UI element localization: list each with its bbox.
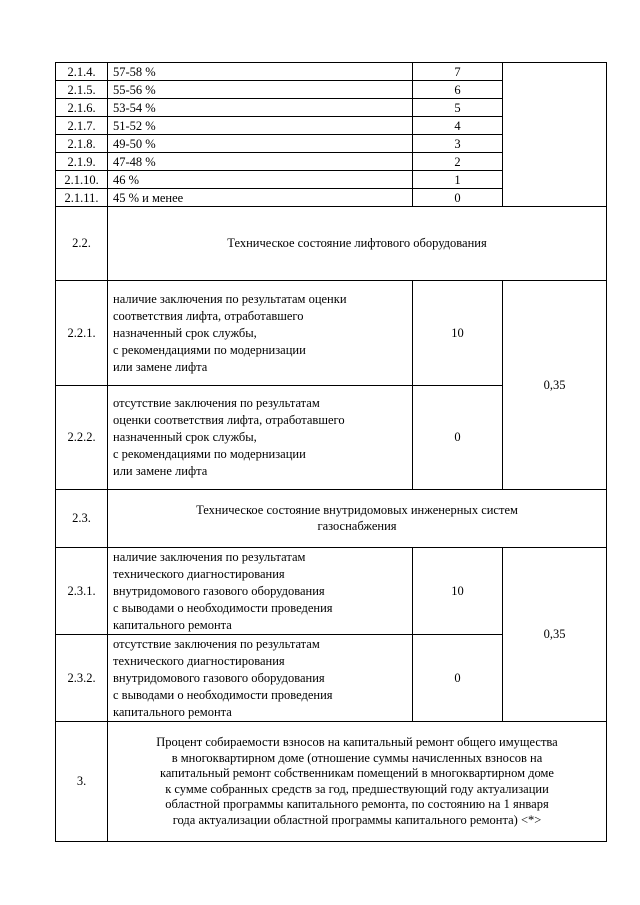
table-row [56, 63, 607, 81]
section-row [56, 722, 607, 842]
row-number: 2.1.10. [56, 171, 108, 189]
row-label [108, 386, 413, 490]
description-line: областной программы капитального ремонта, по состоянию на 1 января [165, 797, 549, 811]
weight-value: 0,35 [503, 281, 607, 490]
row-label [108, 281, 413, 386]
table-row [56, 548, 607, 635]
label-line: технического диагностирования [113, 566, 285, 581]
row-number: 2.2.2. [56, 386, 108, 490]
label-line: наличие заключения по результатам оценки [113, 291, 347, 306]
row-score: 4 [413, 117, 503, 135]
label-line: наличие заключения по результатам [113, 549, 306, 564]
row-score: 0 [413, 386, 503, 490]
section-row [56, 490, 607, 548]
description-line: к сумме собранных средств за год, предшествующий году актуализации [165, 781, 549, 796]
label-line: капитального ремонта [113, 704, 232, 719]
label-line: с выводами о необходимости проведения [113, 687, 333, 702]
row-number: 2.3.1. [56, 548, 108, 635]
label-line: назначенный срок службы, [113, 325, 257, 340]
row-label: 45 % и менее [108, 189, 413, 207]
row-label: 49-50 % [108, 135, 413, 153]
criteria-table [55, 62, 607, 842]
section-title [108, 490, 607, 548]
weight-cell-empty [503, 63, 607, 207]
label-line: внутридомового газового оборудования [113, 670, 325, 685]
label-line: назначенный срок службы, [113, 430, 257, 444]
label-line: отсутствие заключения по результатам [113, 396, 320, 410]
row-label: 53-54 % [108, 99, 413, 117]
row-label: 46 % [108, 171, 413, 189]
section-number: 2.3. [56, 490, 108, 548]
title-line: Техническое состояние внутридомовых инженерных систем [196, 503, 518, 517]
row-score: 3 [413, 135, 503, 153]
row-label: 51-52 % [108, 117, 413, 135]
section-number: 2.2. [56, 207, 108, 281]
weight-value: 0,35 [503, 548, 607, 722]
label-line: внутридомового газового оборудования [113, 583, 325, 598]
row-label: 55-56 % [108, 81, 413, 99]
row-number: 2.2.1. [56, 281, 108, 386]
row-score: 5 [413, 99, 503, 117]
section-row [56, 207, 607, 281]
label-line: технического диагностирования [113, 653, 285, 668]
row-number: 2.1.9. [56, 153, 108, 171]
row-label [108, 635, 413, 722]
section-number: 3. [56, 722, 108, 842]
row-score: 1 [413, 171, 503, 189]
label-line: с выводами о необходимости проведения [113, 600, 333, 615]
row-label [108, 548, 413, 635]
row-score: 6 [413, 81, 503, 99]
description-line: года актуализации областной программы капитального ремонта) <*> [172, 812, 542, 827]
row-label: 57-58 % [108, 63, 413, 81]
row-number: 2.3.2. [56, 635, 108, 722]
row-score: 10 [413, 548, 503, 635]
row-score: 2 [413, 153, 503, 171]
label-line: соответствия лифта, отработавшего [113, 308, 304, 323]
row-number: 2.1.4. [56, 63, 108, 81]
label-line: отсутствие заключения по результатам [113, 636, 320, 651]
description-line: в многоквартирном доме (отношение суммы начисленных взносов на [171, 750, 543, 765]
row-number: 2.1.7. [56, 117, 108, 135]
row-score: 10 [413, 281, 503, 386]
label-line: оценки соответствия лифта, отработавшего [113, 413, 345, 427]
row-number: 2.1.8. [56, 135, 108, 153]
row-number: 2.1.11. [56, 189, 108, 207]
title-line: газоснабжения [317, 518, 397, 533]
row-number: 2.1.6. [56, 99, 108, 117]
section-description [108, 722, 607, 842]
description-line: Процент собираемости взносов на капитальный ремонт общего имущества [156, 735, 558, 749]
row-number: 2.1.5. [56, 81, 108, 99]
label-line: с рекомендациями по модернизации [113, 342, 306, 357]
label-line: или замене лифта [113, 359, 208, 374]
row-score: 0 [413, 635, 503, 722]
description-line: капитальный ремонт собственникам помещений в многоквартирном доме [160, 766, 554, 780]
row-label: 47-48 % [108, 153, 413, 171]
label-line: с рекомендациями по модернизации [113, 447, 306, 461]
table-row [56, 281, 607, 386]
row-score: 0 [413, 189, 503, 207]
label-line: или замене лифта [113, 464, 208, 478]
section-title: Техническое состояние лифтового оборудования [108, 207, 607, 281]
row-score: 7 [413, 63, 503, 81]
label-line: капитального ремонта [113, 617, 232, 632]
